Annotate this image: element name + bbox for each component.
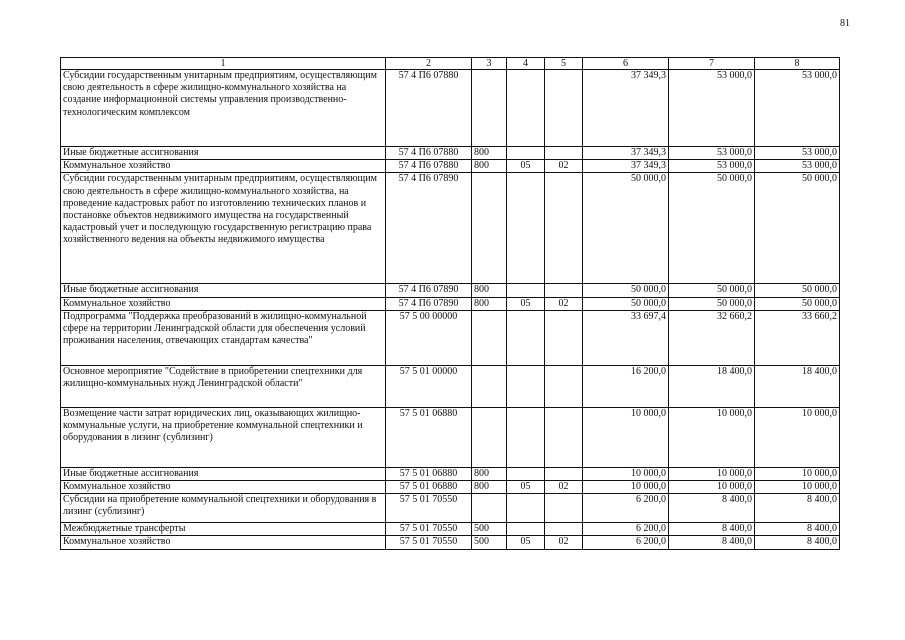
row-target-code: 57 4 П6 07880 — [386, 70, 472, 147]
row-section — [507, 407, 545, 467]
row-value-6: 10 000,0 — [583, 407, 669, 467]
row-value-6: 37 349,3 — [583, 160, 669, 173]
table-row — [61, 284, 840, 297]
row-description: Коммунальное хозяйство — [61, 536, 386, 549]
row-expense-type — [472, 310, 507, 365]
row-value-8: 50 000,0 — [755, 173, 840, 284]
table-row — [61, 147, 840, 160]
row-section: 05 — [507, 481, 545, 494]
header-col-3: 3 — [472, 58, 507, 70]
row-description: Коммунальное хозяйство — [61, 297, 386, 310]
row-subsection — [545, 523, 583, 536]
row-value-7: 53 000,0 — [669, 160, 755, 173]
row-description: Субсидии на приобретение коммунальной спецтехники и оборудования в лизинг (сублизинг) — [61, 494, 386, 523]
row-description: Субсидии государственным унитарным предприятиям, осуществляющим свою деятельность в сфере жилищно-коммунального хозяйства, на проведение кадастровых работ по изготовлению технических планов и постановке объектов недвижимого имущества на государственный кадастровый учет и последующую государственную регистрацию права хозяйственного ведения на объекты недвижимого имущества — [61, 173, 386, 284]
row-subsection — [545, 310, 583, 365]
row-target-code: 57 5 01 06880 — [386, 467, 472, 480]
row-expense-type — [472, 494, 507, 523]
row-value-7: 50 000,0 — [669, 284, 755, 297]
row-subsection — [545, 467, 583, 480]
row-description: Основное мероприятие "Содействие в приобретении спецтехники для жилищно-коммунальных нужд Ленинградской области" — [61, 365, 386, 407]
row-description: Коммунальное хозяйство — [61, 481, 386, 494]
row-value-7: 32 660,2 — [669, 310, 755, 365]
row-section — [507, 365, 545, 407]
row-expense-type: 500 — [472, 523, 507, 536]
row-value-8: 53 000,0 — [755, 70, 840, 147]
table-row — [61, 173, 840, 284]
row-value-6: 37 349,3 — [583, 147, 669, 160]
row-value-7: 50 000,0 — [669, 297, 755, 310]
table-row — [61, 536, 840, 549]
row-value-6: 50 000,0 — [583, 297, 669, 310]
row-expense-type: 800 — [472, 160, 507, 173]
row-subsection: 02 — [545, 297, 583, 310]
row-section: 05 — [507, 536, 545, 549]
row-value-8: 50 000,0 — [755, 284, 840, 297]
row-expense-type — [472, 70, 507, 147]
row-description: Коммунальное хозяйство — [61, 160, 386, 173]
row-description: Иные бюджетные ассигнования — [61, 284, 386, 297]
row-subsection — [545, 147, 583, 160]
row-description: Иные бюджетные ассигнования — [61, 147, 386, 160]
row-target-code: 57 5 01 00000 — [386, 365, 472, 407]
row-value-7: 53 000,0 — [669, 147, 755, 160]
table-row — [61, 365, 840, 407]
row-subsection: 02 — [545, 481, 583, 494]
row-expense-type — [472, 365, 507, 407]
row-description: Возмещение части затрат юридических лиц, оказывающих жилищно-коммунальные услуги, на приобретение коммунальной спецтехники и оборудования в лизинг (сублизинг) — [61, 407, 386, 467]
row-value-6: 37 349,3 — [583, 70, 669, 147]
row-value-8: 10 000,0 — [755, 407, 840, 467]
row-expense-type: 800 — [472, 284, 507, 297]
row-subsection — [545, 365, 583, 407]
row-subsection: 02 — [545, 160, 583, 173]
row-value-6: 6 200,0 — [583, 494, 669, 523]
row-value-7: 8 400,0 — [669, 494, 755, 523]
row-target-code: 57 5 01 06880 — [386, 481, 472, 494]
row-subsection — [545, 284, 583, 297]
row-value-8: 53 000,0 — [755, 147, 840, 160]
header-col-5: 5 — [545, 58, 583, 70]
row-section — [507, 284, 545, 297]
row-value-7: 8 400,0 — [669, 536, 755, 549]
row-value-7: 10 000,0 — [669, 407, 755, 467]
row-expense-type: 800 — [472, 481, 507, 494]
table-row — [61, 70, 840, 147]
row-target-code: 57 4 П6 07880 — [386, 160, 472, 173]
row-value-6: 16 200,0 — [583, 365, 669, 407]
row-target-code: 57 4 П6 07890 — [386, 173, 472, 284]
row-value-6: 50 000,0 — [583, 173, 669, 284]
row-value-7: 18 400,0 — [669, 365, 755, 407]
row-target-code: 57 4 П6 07890 — [386, 284, 472, 297]
row-value-8: 8 400,0 — [755, 536, 840, 549]
page-number: 81 — [840, 18, 850, 29]
table-row — [61, 160, 840, 173]
row-subsection — [545, 494, 583, 523]
row-value-6: 33 697,4 — [583, 310, 669, 365]
row-expense-type — [472, 173, 507, 284]
row-value-8: 33 660,2 — [755, 310, 840, 365]
row-target-code: 57 4 П6 07890 — [386, 297, 472, 310]
row-subsection: 02 — [545, 536, 583, 549]
table-row — [61, 494, 840, 523]
header-col-4: 4 — [507, 58, 545, 70]
row-value-6: 6 200,0 — [583, 536, 669, 549]
table-row — [61, 310, 840, 365]
row-description: Субсидии государственным унитарным предприятиям, осуществляющим свою деятельность в сфере жилищно-коммунального хозяйства на создание информационной системы управления производственно-технологическим комплексом — [61, 70, 386, 147]
row-section — [507, 147, 545, 160]
row-description: Межбюджетные трансферты — [61, 523, 386, 536]
row-value-8: 10 000,0 — [755, 467, 840, 480]
row-target-code: 57 5 01 06880 — [386, 407, 472, 467]
row-value-6: 50 000,0 — [583, 284, 669, 297]
budget-table — [60, 57, 840, 550]
row-subsection — [545, 70, 583, 147]
row-target-code: 57 5 01 70550 — [386, 523, 472, 536]
row-value-8: 53 000,0 — [755, 160, 840, 173]
row-value-8: 18 400,0 — [755, 365, 840, 407]
row-section — [507, 494, 545, 523]
row-value-7: 50 000,0 — [669, 173, 755, 284]
row-value-7: 53 000,0 — [669, 70, 755, 147]
row-value-7: 10 000,0 — [669, 467, 755, 480]
row-expense-type: 800 — [472, 297, 507, 310]
row-value-8: 8 400,0 — [755, 494, 840, 523]
row-section — [507, 310, 545, 365]
row-target-code: 57 5 01 70550 — [386, 536, 472, 549]
row-value-6: 10 000,0 — [583, 481, 669, 494]
row-target-code: 57 5 01 70550 — [386, 494, 472, 523]
header-col-6: 6 — [583, 58, 669, 70]
row-value-7: 8 400,0 — [669, 523, 755, 536]
table-row — [61, 481, 840, 494]
row-section: 05 — [507, 160, 545, 173]
row-value-6: 6 200,0 — [583, 523, 669, 536]
table-row — [61, 467, 840, 480]
row-expense-type: 500 — [472, 536, 507, 549]
row-value-8: 8 400,0 — [755, 523, 840, 536]
row-description: Подпрограмма "Поддержка преобразований в жилищно-коммунальной сфере на территории Ленинградской области для обеспечения условий проживания населения, отвечающих стандартам качества" — [61, 310, 386, 365]
row-expense-type: 800 — [472, 147, 507, 160]
row-value-6: 10 000,0 — [583, 467, 669, 480]
row-section: 05 — [507, 297, 545, 310]
row-target-code: 57 5 00 00000 — [386, 310, 472, 365]
row-subsection — [545, 407, 583, 467]
table-row — [61, 297, 840, 310]
row-section — [507, 523, 545, 536]
row-section — [507, 173, 545, 284]
row-target-code: 57 4 П6 07880 — [386, 147, 472, 160]
row-subsection — [545, 173, 583, 284]
row-value-8: 50 000,0 — [755, 297, 840, 310]
header-col-8: 8 — [755, 58, 840, 70]
row-expense-type — [472, 407, 507, 467]
header-col-2: 2 — [386, 58, 472, 70]
table-row — [61, 523, 840, 536]
row-section — [507, 467, 545, 480]
header-col-7: 7 — [669, 58, 755, 70]
header-col-1: 1 — [61, 58, 386, 70]
row-value-8: 10 000,0 — [755, 481, 840, 494]
header-row — [61, 58, 840, 70]
row-section — [507, 70, 545, 147]
row-value-7: 10 000,0 — [669, 481, 755, 494]
table-row — [61, 407, 840, 467]
row-description: Иные бюджетные ассигнования — [61, 467, 386, 480]
row-expense-type: 800 — [472, 467, 507, 480]
